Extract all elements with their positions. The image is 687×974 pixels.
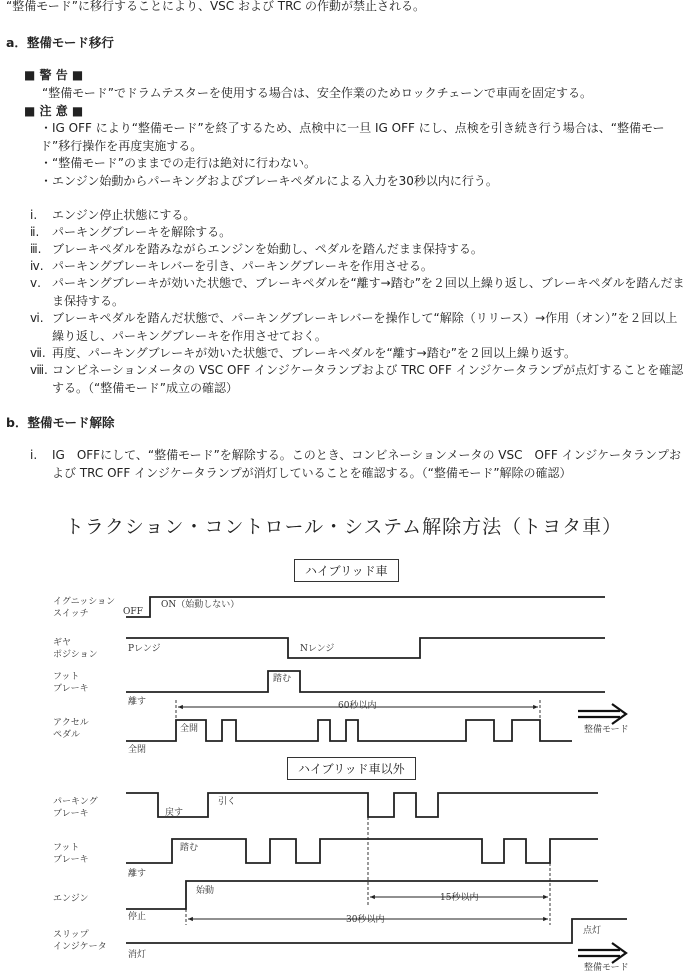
time-limit-30-label: 30秒以内 <box>346 915 385 925</box>
mode-arrow-icon <box>578 943 626 963</box>
row-label-ignition-2: スイッチ <box>53 609 89 619</box>
step-number: ⅵ. <box>30 311 44 325</box>
caution-item: ・IG OFF により“整備モード”を終了するため、点検中に一旦 IG OFF にし、点検を引き続き行う場合は、“整備モード”移行操作を再度実施する。 <box>40 121 665 153</box>
step-text: ブレーキペダルを踏みながらエンジンを始動し、ペダルを踏んだまま保持する。 <box>52 242 483 256</box>
row-label-parking-2: ブレーキ <box>53 809 89 819</box>
state-open-label: 全開 <box>180 724 199 734</box>
state-press-label: 踏む <box>180 843 199 853</box>
slip-indicator-waveform <box>126 919 627 943</box>
mode-result-label: 整備モード <box>584 725 629 735</box>
diagram-title: トラクション・コントロール・システム解除方法（トヨタ車） <box>64 516 623 538</box>
section-a-title: a．整備モード移行 <box>6 35 114 50</box>
step-number: ⅲ. <box>30 242 42 256</box>
state-off-label: OFF <box>123 607 143 617</box>
state-p-range-label: Pレンジ <box>128 644 161 654</box>
parking-brake-waveform <box>126 793 598 817</box>
step-text: ブレーキペダルを踏んだ状態で、パーキングブレーキレバーを操作して“解除（リリース）→作用（オン）”を２回以上繰り返し、パーキングブレーキを作用させておく。 <box>52 311 678 343</box>
state-n-range-label: Nレンジ <box>300 644 335 654</box>
row-label-engine: エンジン <box>53 894 89 904</box>
state-start-label: 始動 <box>196 886 215 896</box>
caution-item: ・エンジン始動からパーキングおよびブレーキペダルによる入力を30秒以内に行う。 <box>40 174 498 188</box>
row-label-foot-brake-1: フット <box>53 672 80 682</box>
row-label-parking-1: パーキング <box>53 797 98 807</box>
step-text: エンジン停止状態にする。 <box>52 208 196 222</box>
mode-arrow-icon <box>578 704 626 724</box>
state-pull-label: 引く <box>218 797 237 807</box>
time-limit-15-label: 15秒以内 <box>440 893 479 903</box>
row-label-accel-2: ペダル <box>53 730 81 740</box>
state-release-label: 離す <box>128 697 147 707</box>
row-label-foot-brake-2: ブレーキ <box>53 684 89 694</box>
foot-brake-waveform <box>126 839 598 863</box>
warning-heading: ■ 警 告 ■ <box>24 68 84 82</box>
foot-brake-waveform <box>126 671 605 692</box>
step-number: ⅶ. <box>30 346 46 360</box>
row-label-gear-2: ポジション <box>53 650 98 660</box>
row-label-foot-brake-2: ブレーキ <box>53 855 89 865</box>
step-text: 再度、パーキングブレーキが効いた状態で、ブレーキペダルを“離す→踏む”を２回以上繰り返す。 <box>52 346 576 360</box>
warning-text: “整備モード”でドラムテスターを使用する場合は、安全作業のためロックチェーンで車両を固定する。 <box>42 86 593 100</box>
state-closed-label: 全閉 <box>128 745 147 755</box>
state-stop-label: 停止 <box>128 912 147 922</box>
step-number: ⅰ. <box>30 448 38 462</box>
intro-line: “整備モード”に移行することにより、VSC および TRC の作動が禁止される。 <box>6 0 426 13</box>
state-press-label: 踏む <box>273 674 292 684</box>
caution-item: ・“整備モード”のままでの走行は絶対に行わない。 <box>40 156 316 170</box>
mode-result-label: 整備モード <box>584 963 629 973</box>
state-release-label: 離す <box>128 869 147 879</box>
section-b-title: b．整備モード解除 <box>6 415 115 430</box>
step-text: パーキングブレーキレバーを引き、パーキングブレーキを作用させる。 <box>52 259 433 273</box>
row-label-accel-1: アクセル <box>53 718 89 728</box>
step-text: コンビネーションメータの VSC OFF インジケータランプおよび TRC OFF インジケータランプが点灯することを確認する。（“整備モード”成立の確認） <box>52 363 684 395</box>
step-number: ⅰ. <box>30 208 38 222</box>
step-number: ⅳ. <box>30 259 44 273</box>
row-label-slip-2: インジケータ <box>53 942 107 952</box>
state-lamp-off-label: 消灯 <box>128 950 147 960</box>
engine-waveform <box>126 881 598 909</box>
hybrid-box-label: ハイブリッド車 <box>294 559 399 582</box>
step-text: パーキングブレーキを解除する。 <box>52 225 232 239</box>
accel-waveform <box>126 720 572 741</box>
ignition-waveform <box>126 597 605 617</box>
row-label-ignition-1: イグニッション <box>53 597 116 607</box>
state-return-label: 戻す <box>165 808 184 818</box>
step-text: パーキングブレーキが効いた状態で、ブレーキペダルを“離す→踏む”を２回以上繰り返し、ブレーキペダルを踏んだまま保持する。 <box>52 276 685 308</box>
row-label-foot-brake-1: フット <box>53 843 80 853</box>
row-label-gear-1: ギヤ <box>53 638 72 648</box>
state-lamp-on-label: 点灯 <box>583 926 602 936</box>
row-label-slip-1: スリップ <box>53 930 89 940</box>
step-number: ⅴ. <box>30 276 41 290</box>
step-number: ⅷ. <box>30 363 48 377</box>
caution-heading: ■ 注 意 ■ <box>24 104 84 118</box>
state-on-label: ON（始動しない） <box>161 600 240 610</box>
gear-waveform <box>126 638 605 658</box>
step-text: IG OFFにして、“整備モード”を解除する。このとき、コンビネーションメータの VSC OFF インジケータランプおよび TRC OFF インジケータランプが消灯していることを確認する。（“整備モード”解除の確認） <box>52 448 682 480</box>
time-limit-60-label: 60秒以内 <box>338 701 377 711</box>
non-hybrid-box-label: ハイブリッド車以外 <box>287 757 416 780</box>
step-number: ⅱ. <box>30 225 40 239</box>
